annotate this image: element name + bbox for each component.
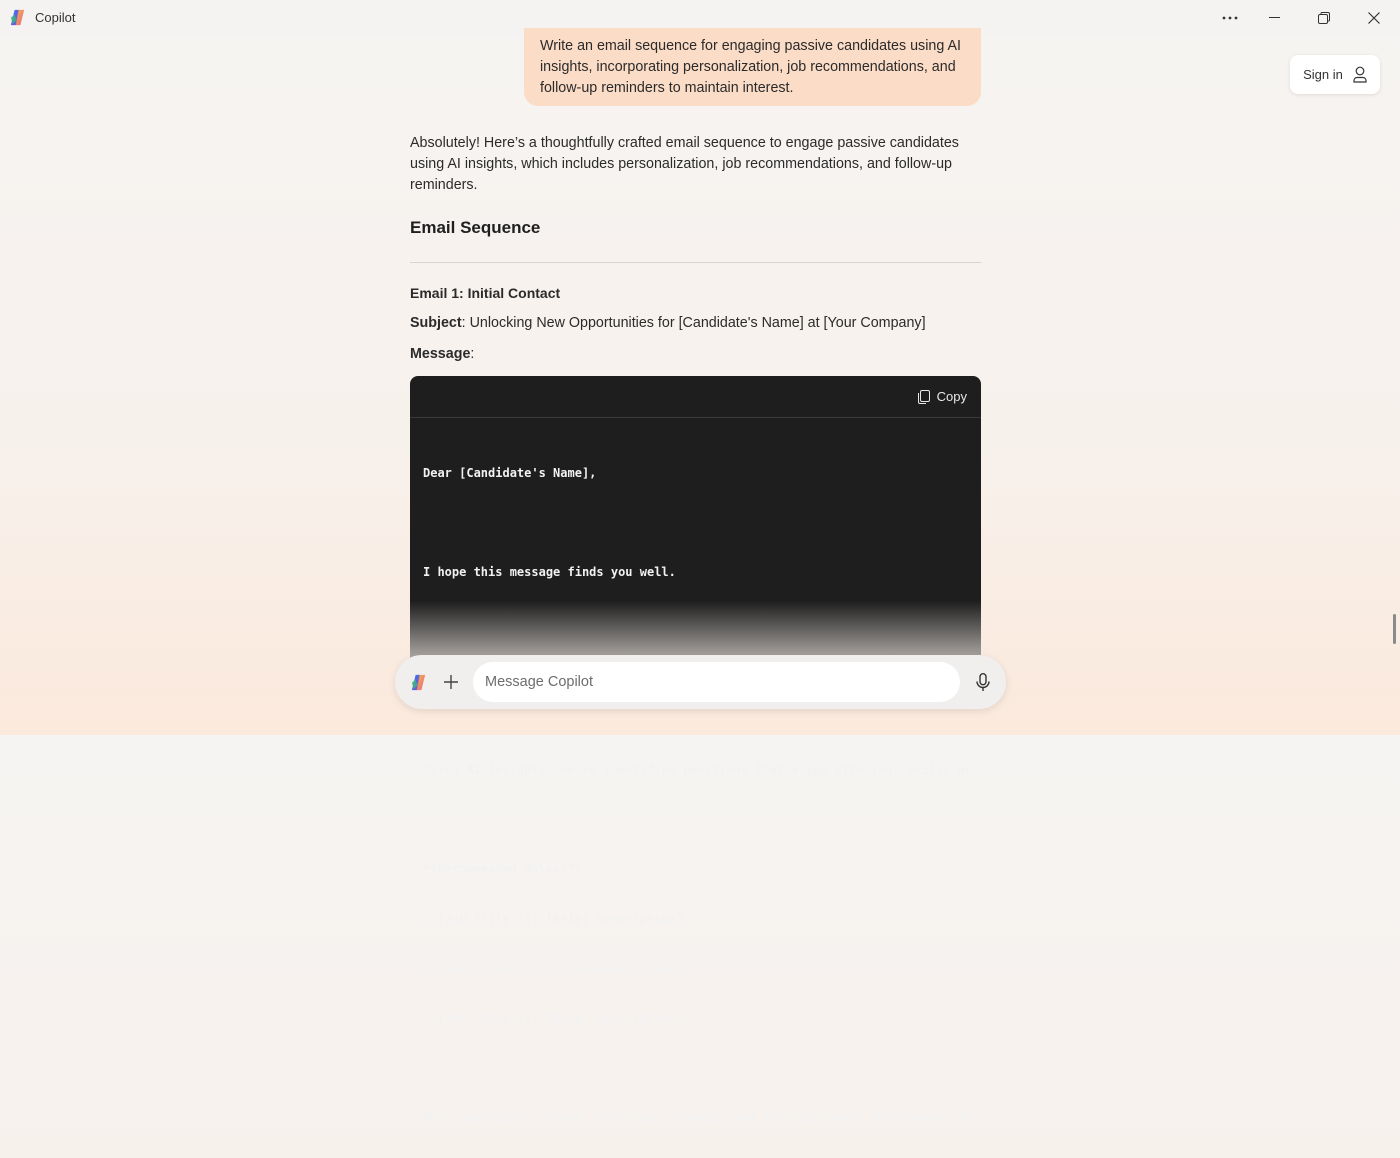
- code-header: [410, 376, 981, 418]
- message-line: [410, 344, 981, 365]
- sign-in-label: Sign in: [1303, 67, 1343, 82]
- code-line: - [Job Title 1]: [Brief Description]: [423, 911, 684, 926]
- sign-in-button[interactable]: [1290, 55, 1380, 94]
- code-line: [423, 812, 968, 829]
- code-line: [423, 614, 968, 631]
- copilot-logo-icon[interactable]: [409, 673, 428, 692]
- code-line: [423, 713, 968, 730]
- close-icon: [1368, 12, 1380, 24]
- code-block: [410, 376, 981, 1124]
- restore-icon: [1318, 12, 1330, 24]
- code-line: - [Job Title 2]: [Brief Description]: [423, 961, 684, 975]
- email-title: Email 1: Initial Contact: [410, 285, 561, 301]
- divider: [410, 262, 981, 263]
- add-attachment-button[interactable]: [439, 670, 463, 694]
- code-line: [423, 515, 968, 532]
- message-suffix: :: [470, 346, 475, 362]
- minimize-icon: [1269, 17, 1280, 19]
- assistant-intro: Absolutely! Here’s a thoughtfully crafted email sequence to engage passive candidates using AI insights, which includes personalization, job recommendations, and follow-up reminders.: [410, 135, 959, 193]
- plus-icon: [444, 675, 458, 689]
- copy-icon: [918, 390, 930, 404]
- copy-button[interactable]: [918, 389, 967, 404]
- subject-line: [410, 313, 981, 334]
- code-body[interactable]: [410, 418, 981, 1158]
- message-label: Message: [410, 346, 471, 362]
- minimize-button[interactable]: [1249, 0, 1299, 35]
- message-input[interactable]: [473, 662, 960, 702]
- code-line: Dear [Candidate's Name],: [423, 466, 597, 480]
- more-options-button[interactable]: [1205, 0, 1255, 35]
- microphone-button[interactable]: [971, 670, 995, 694]
- user-icon: [1353, 66, 1367, 83]
- copy-label: Copy: [936, 389, 967, 404]
- code-line: **Recommended Roles:**: [423, 862, 582, 876]
- app-title: Copilot: [35, 10, 76, 25]
- composer: [395, 655, 1006, 709]
- scrollbar-thumb[interactable]: [1393, 614, 1396, 644]
- response-heading: Email Sequence: [410, 218, 541, 237]
- subject-label: Subject: [410, 315, 462, 331]
- subject-text: : Unlocking New Opportunities for [Candidate's Name] at [Your Company]: [461, 315, 926, 331]
- code-line: Using AI insights, we've identified positions that align with your skills ar: [423, 763, 973, 777]
- user-message-bubble: Write an email sequence for engaging passive candidates using AI insights, incorporating personalization, job recommendations, and follow-up reminders to maintain interest.: [524, 28, 981, 106]
- code-line: We're passionate about fostering a dynamic and inclusive work environment wh: [423, 1109, 973, 1124]
- more-horizontal-icon: [1222, 16, 1238, 20]
- code-line: [423, 1059, 968, 1076]
- close-button[interactable]: [1349, 0, 1399, 35]
- microphone-icon: [976, 673, 990, 692]
- copilot-logo-icon: [8, 8, 27, 27]
- code-line: I hope this message finds you well.: [423, 565, 676, 579]
- restore-button[interactable]: [1299, 0, 1349, 35]
- code-line: - [Job Title 3]: [Brief Description]: [423, 1010, 684, 1025]
